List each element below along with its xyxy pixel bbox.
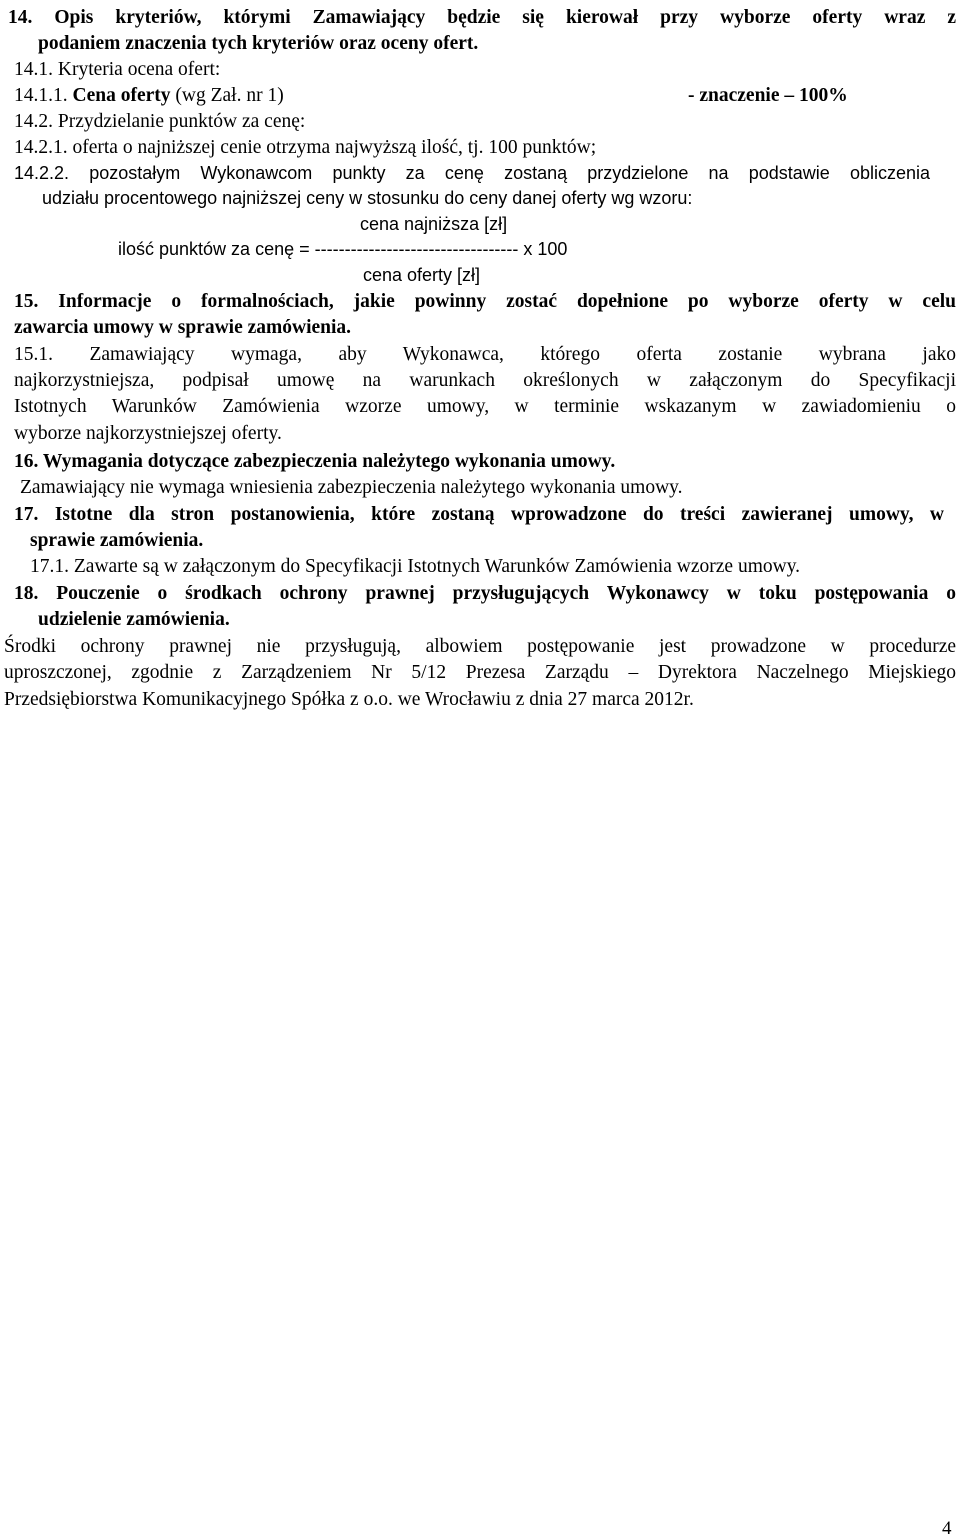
sec18-heading-line2: udzielenie zamówienia. <box>38 609 230 630</box>
sec18-line2: uproszczonej, zgodnie z Zarządzeniem Nr 5/12 Prezesa Zarządu – Dyrektora Naczelnego Miejskiego <box>4 662 956 683</box>
sec17-heading-line1: 17. Istotne dla stron postanowienia, które zostaną wprowadzone do treści zawieranej umowy, w <box>14 504 944 525</box>
sec14-1-1 <box>14 84 284 108</box>
sec14-1-1-bold: Cena oferty <box>72 85 171 106</box>
formula-numerator: cena najniższa [zł] <box>360 214 508 234</box>
sec14-2-2-line2: udziału procentowego najniższej ceny w stosunku do ceny danej oferty wg wzoru: <box>42 188 693 208</box>
sec14-1-1-weight: - znaczenie – 100% <box>688 85 848 106</box>
sec16-heading: 16. Wymagania dotyczące zabezpieczenia należytego wykonania umowy. <box>14 451 616 472</box>
sec14-1-1-number: 14.1.1. <box>14 85 68 106</box>
sec18-line1: Środki ochrony prawnej nie przysługują, albowiem postępowanie jest prowadzone w procedurze <box>4 636 956 657</box>
formula-main: ilość punktów za cenę = ---------------------------------- x 100 <box>118 239 568 259</box>
sec15-1-line1: 15.1. Zamawiający wymaga, aby Wykonawca, którego oferta zostanie wybrana jako <box>14 344 956 365</box>
sec18-line3: Przedsiębiorstwa Komunikacyjnego Spółka z o.o. we Wrocławiu z dnia 27 marca 2012r. <box>4 689 694 710</box>
sec15-1-line4: wyborze najkorzystniejszej oferty. <box>14 423 282 444</box>
sec15-1-paragraph <box>14 342 956 420</box>
sec15-1-line3: Istotnych Warunków Zamówienia wzorze umowy, w terminie wskazanym w zawiadomieniu o <box>14 396 956 417</box>
sec15-1-line2: najkorzystniejsza, podpisał umowę na warunkach określonych w załączonym do Specyfikacji <box>14 370 956 391</box>
sec15-heading-line1: 15. Informacje o formalnościach, jakie powinny zostać dopełnione po wyborze oferty w celu <box>14 291 956 312</box>
sec18-paragraph <box>4 634 956 686</box>
formula-denominator: cena oferty [zł] <box>363 265 481 285</box>
sec15-heading-line2: zawarcia umowy w sprawie zamówienia. <box>14 317 352 338</box>
sec16-text: Zamawiający nie wymaga wniesienia zabezpieczenia należytego wykonania umowy. <box>20 477 683 498</box>
sec14-2-2-line1: 14.2.2. pozostałym Wykonawcom punkty za cenę zostaną przydzielone na podstawie obliczenia <box>14 163 930 183</box>
sec14-1-1-rest: (wg Zał. nr 1) <box>175 85 284 106</box>
page-number: 4 <box>942 1518 952 1539</box>
sec14-heading-line2: podaniem znaczenia tych kryteriów oraz oceny ofert. <box>38 33 479 54</box>
sec14-heading-line1: 14. Opis kryteriów, którymi Zamawiający będzie się kierował przy wyborze oferty wraz z <box>8 7 956 28</box>
sec14-2-text: 14.2. Przydzielanie punktów za cenę: <box>14 111 306 132</box>
sec17-heading-line2: sprawie zamówienia. <box>30 530 204 551</box>
sec14-1-text: 14.1. Kryteria ocena ofert: <box>14 59 221 80</box>
sec14-2-1-text: 14.2.1. oferta o najniższej cenie otrzyma najwyższą ilość, tj. 100 punktów; <box>14 137 597 158</box>
sec17-1-text: 17.1. Zawarte są w załączonym do Specyfikacji Istotnych Warunków Zamówienia wzorze umowy. <box>30 556 801 577</box>
sec18-heading-line1: 18. Pouczenie o środkach ochrony prawnej przysługujących Wykonawcy w toku postępowania o <box>14 583 956 604</box>
